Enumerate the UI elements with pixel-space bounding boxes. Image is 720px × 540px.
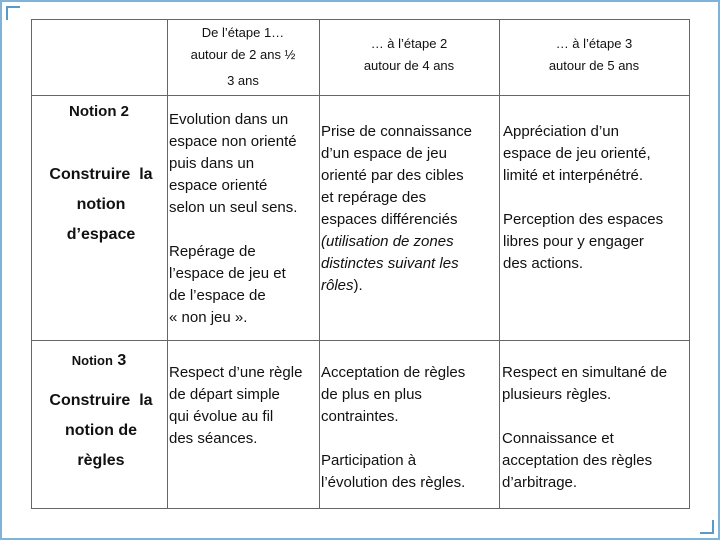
grid-line-col1 [167,19,168,509]
notion3-step2-line: Acceptation de règles [321,364,466,381]
notion2-step3-line: espace de jeu orienté, [503,145,651,162]
notion3-step1-line: de départ simple [169,386,280,403]
notion2-step2-cell [321,121,499,297]
notion2-step2-end: ). [353,277,363,294]
notion3-step2-cell [321,362,499,494]
notion2-title [32,103,166,121]
notion3-step2-line: Participation à [321,452,417,469]
notion3-step1-cell [169,362,321,450]
grid-line-bottom [31,508,690,509]
notion2-step1-line: « non jeu ». [169,309,248,326]
grid-line-top [31,19,690,20]
notion2-step3-cell [503,121,689,275]
notion3-step1-line: qui évolue au fil [169,408,274,425]
notion2-step1-line: espace non orienté [169,133,297,150]
notion2-subtitle-line2: notion [76,196,126,213]
notion2-step2-line: d’un espace de jeu [321,145,447,162]
notion3-step1-line: des séances. [169,430,258,447]
notion2-step2-line [321,275,499,297]
notion2-step2-line: (utilisation de zones [321,233,454,250]
notion2-step3-line: Perception des espaces [503,211,664,228]
notion3-subtitle [36,386,166,476]
header-step2 [320,33,498,77]
header-step3 [500,33,688,77]
header-step3-line2: autour de 5 ans [548,58,640,73]
notion2-step2-line: espaces différenciés [321,211,458,228]
notion2-step1-line: Repérage de [169,243,256,260]
notion2-step1-line: Evolution dans un [169,111,289,128]
header-step2-line1: … à l’étape 2 [370,36,448,51]
notion2-title-text: Notion 2 [69,103,129,120]
notion2-step2-line: Prise de connaissance [321,123,472,140]
notion2-step3-line: des actions. [503,255,584,272]
grid-line-outer-right [689,19,690,509]
notion3-step3-line: acceptation des règles [502,452,653,469]
header-step1 [168,22,318,92]
notion2-step2-line: orienté par des cibles [321,167,464,184]
notion2-step2-line: distinctes suivant les [321,255,459,272]
notion2-subtitle-line1: Construire la [49,166,153,183]
header-step2-line2: autour de 4 ans [363,58,455,73]
notion2-step1-line: puis dans un [169,155,255,172]
notion3-title-number: 3 [117,352,127,369]
notion3-subtitle-line2: notion de [65,422,137,439]
grid-line-header-bottom [31,95,690,96]
notion3-step3-line: Connaissance et [502,430,614,447]
header-step1-line2: autour de 2 ans ½ [190,47,296,62]
notion3-title-word: Notion [71,353,113,368]
notion2-step1-line: l’espace de jeu et [169,265,286,282]
grid-line-outer-left [31,19,32,509]
notion3-step2-line: l’évolution des règles. [321,474,466,491]
notion2-step3-line: limité et interpénétré. [503,167,644,184]
notion2-subtitle [36,160,166,250]
notion2-step1-line: espace orienté [169,177,268,194]
header-step1-line1: De l’étape 1… [201,25,285,40]
notion3-subtitle-line3: règles [77,452,125,469]
notion3-step3-line: d’arbitrage. [502,474,578,491]
notion3-step2-line: de plus en plus [321,386,422,403]
notion2-step2-italic-end: rôles [321,277,354,294]
grid-line-col3 [499,19,500,509]
notion2-step3-line: libres pour y engager [503,233,644,250]
grid-line-row-separator [31,340,690,341]
notion3-step1-line: Respect d’une règle [169,364,303,381]
notion3-step2-line: contraintes. [321,408,399,425]
notion2-subtitle-line3: d’espace [66,226,136,243]
notion3-step3-cell [502,362,689,494]
notion2-step2-line: et repérage des [321,189,427,206]
notion3-subtitle-line1: Construire la [49,392,153,409]
notion2-step1-line: de l’espace de [169,287,266,304]
notion3-title [32,352,166,370]
header-step1-line3: 3 ans [227,73,259,88]
notion2-step1-cell [169,109,319,329]
notion3-step3-line: plusieurs règles. [502,386,612,403]
notion2-step1-line: selon un seul sens. [169,199,298,216]
notion2-step3-line: Appréciation d’un [503,123,619,140]
header-step3-line1: … à l’étape 3 [555,36,633,51]
notion3-step3-line: Respect en simultané de [502,364,668,381]
